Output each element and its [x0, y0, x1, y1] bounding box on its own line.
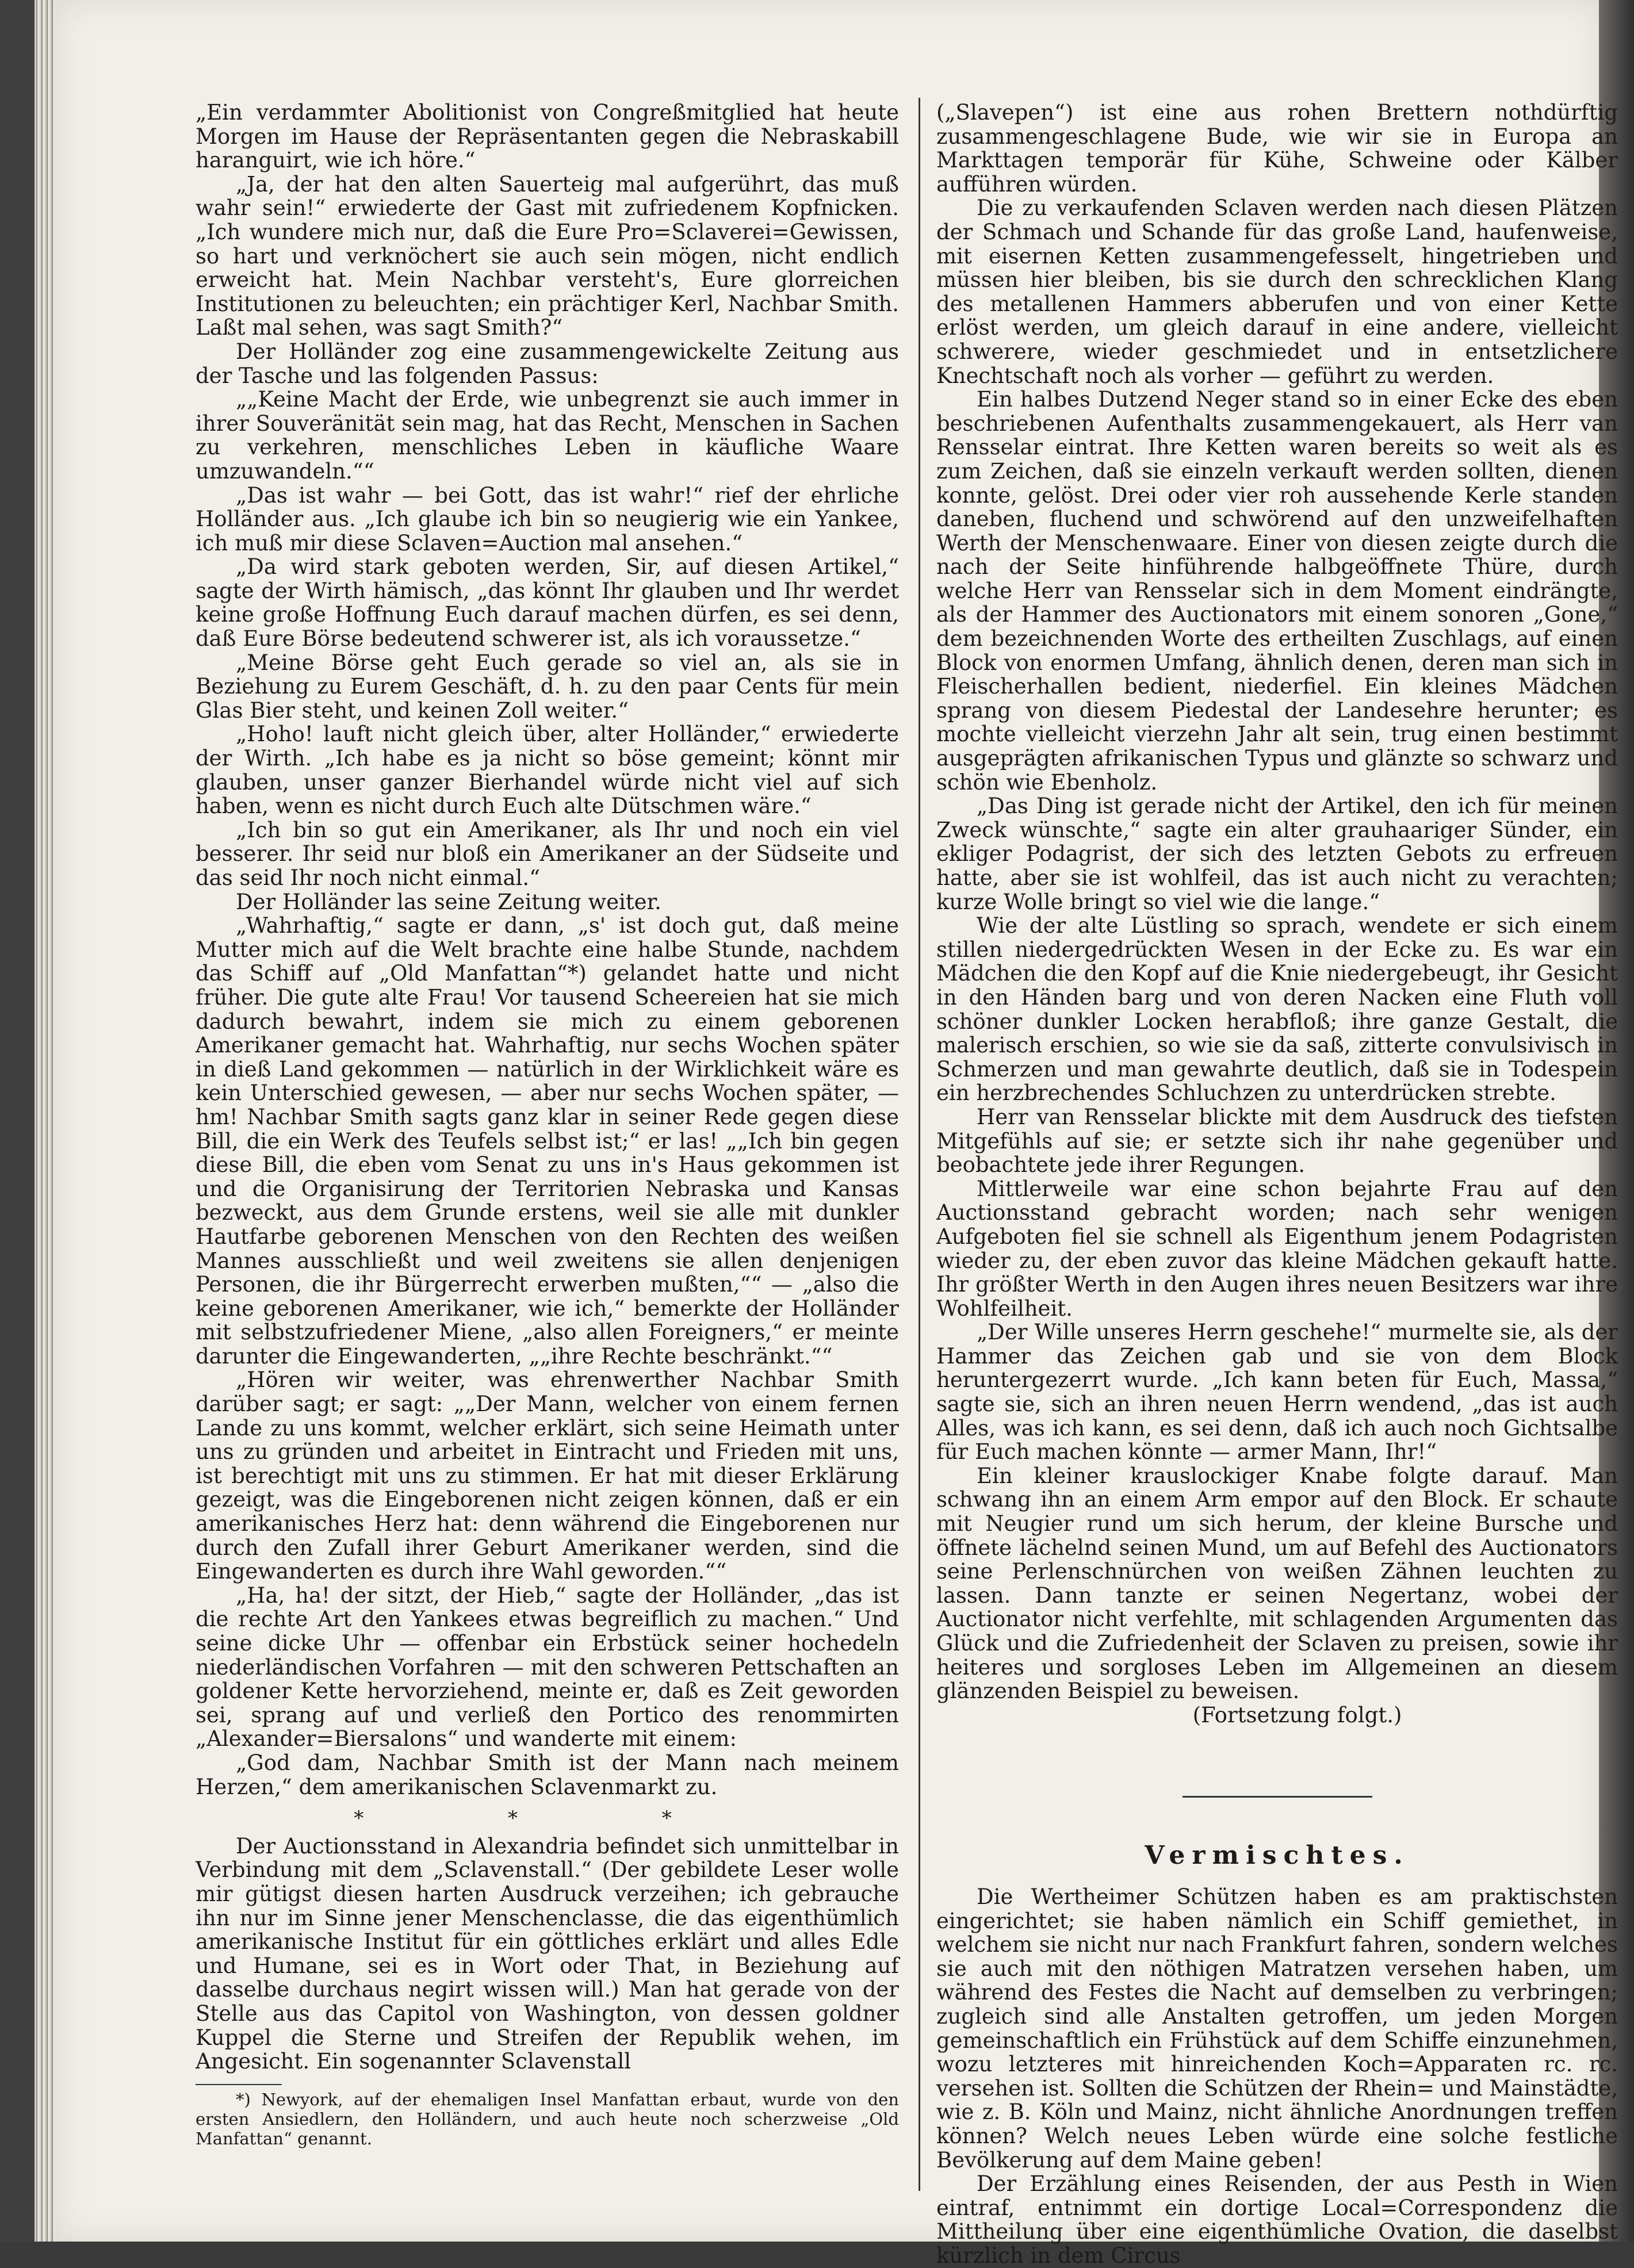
paragraph: „Das ist wahr — bei Gott, das ist wahr!“ rief der ehrliche Holländer aus. „Ich glaube ich bin so neugierig wie ein Yankee, ich muß mir diese Sclaven=Auction mal ansehen.“ [196, 482, 899, 555]
right-column [936, 101, 1618, 2267]
paragraph: Wie der alte Lüstling so sprach, wendete er sich einem stillen niedergedrückten Wesen in der Ecke zu. Es war ein Mädchen die den Kopf auf die Knie niedergebeugt, ihr Gesicht in den Händen barg und von deren Nacken eine Fluth voll schöner dunkler Locken herabfloß; ihre ganze Gestalt, die malerisch erschien, so wie sie da saß, zitterte convulsivisch in Schmerzen und man gewahrte deutlich, daß sie in Todespein ein herzbrechendes Schluchzen zu unterdrücken strebte. [936, 913, 1618, 1106]
left-column [196, 101, 899, 2148]
footnote-rule [196, 2084, 282, 2085]
paragraph: „Hoho! lauft nicht gleich über, alter Holländer,“ erwiederte der Wirth. „Ich habe es ja nicht so böse gemeint; könnt mir glauben, unser ganzer Bierhandel würde nicht viel auf sich haben, wenn es nicht durch Euch alte Dütschmen wäre.“ [196, 722, 899, 819]
paragraph: „Meine Börse geht Euch gerade so viel an, als sie in Beziehung zu Eurem Geschäft, d. h. zu den paar Cents für mein Glas Bier steht, und keinen Zoll weiter.“ [196, 650, 899, 723]
paragraph: „God dam, Nachbar Smith ist der Mann nach meinem Herzen,“ dem amerikanischen Sclavenmarkt zu. [196, 1750, 899, 1799]
paragraph: Der Holländer las seine Zeitung weiter. [236, 889, 661, 914]
paragraph: („Slavepen“) ist eine aus rohen Brettern nothdürftig zusammengeschlagene Bude, wie wir sie in Europa an Markttagen temporär für Kühe, Schweine oder Kälber aufführen würden. [936, 100, 1618, 197]
paragraph: „Das Ding ist gerade nicht der Artikel, den ich für meinen Zweck wünschte,“ sagte ein alter grauhaariger Sünder, ein ekliger Podagrist, der sich des letzten Gebots zu erfreuen hatte, aber sie ist wohlfeil, das ist auch nicht zu verachten; kurze Wolle bringt so viel wie die lange.“ [936, 794, 1618, 914]
paragraph: „Da wird stark geboten werden, Sir, auf diesen Artikel,“ sagte der Wirth hämisch, „das könnt Ihr glauben und Ihr werdet keine große Hoffnung Euch darauf machen dürfen, es sei denn, daß Eure Börse bedeutend schwerer ist, als ich voraussetze.“ [196, 554, 899, 652]
paragraph: Die zu verkaufenden Sclaven werden nach diesen Plätzen der Schmach und Schande für das große Land, haufenweise, mit eisernen Ketten zusammengefesselt, hingetrieben und müssen hier bleiben, bis sie durch den schrecklichen Klang des metallenen Hammers abberufen und von einer Kette erlöst werden, um gleich darauf in eine andere, vielleicht schwerere, wieder geschmiedet und in entsetzlichere Knechtschaft noch als vorher — geführt zu werden. [936, 196, 1618, 388]
paragraph: Die Wertheimer Schützen haben es am praktischsten eingerichtet; sie haben nämlich ein Schiff gemiethet, in welchem sie nicht nur nach Frankfurt fahren, sondern welches sie auch mit den nöthigen Matratzen versehen haben, um während des Festes die Nacht auf demselben zu verbringen; zugleich sind alle Anstalten getroffen, um jeden Morgen gemeinschaftlich ein Frühstück auf dem Schiffe einzunehmen, wozu letzteres mit hinreichenden Koch=Apparaten rc. rc. versehen ist. Sollten die Schützen der Rhein= und Mainstädte, wie z. B. Köln und Mainz, nicht ähnliche Anordnungen treffen können? Welch neues Leben würde eine solche festliche Bevölkerung auf dem Maine geben! [936, 1884, 1618, 2173]
paragraph: „Wahrhaftig,“ sagte er dann, „s' ist doch gut, daß meine Mutter mich auf die Welt brachte eine halbe Stunde, nachdem das Schiff auf „Old Manfattan“*) gelandet hatte und nicht früher. Die gute alte Frau! Vor tausend Scheereien hat sie mich dadurch bewahrt, indem sie mich zu einem geborenen Amerikaner gemacht hat. Wahrhaftig, nur sechs Wochen später in dieß Land gekommen — natürlich in der Wirklichkeit wäre es kein Unterschied gewesen, — aber nur sechs Wochen später, — hm! Nachbar Smith sagts ganz klar in seiner Rede gegen diese Bill, die ein Werk des Teufels selbst ist;“ er las! „„Ich bin gegen diese Bill, die eben vom Senat zu uns in's Haus gekommen ist und die Organisirung der Territorien Nebraska und Kansas bezweckt, aus dem Grunde erstens, weil sie alle mit dunkler Hautfarbe geborenen Menschen von den Rechten des weißen Mannes ausschließt und weil zweitens sie allen denjenigen Personen, die ihr Bürgerrecht erwerben mußten,““ — „also die keine geborenen Amerikaner, wie ich,“ bemerkte der Holländer mit selbstzufriedener Miene, „also allen Foreigners,“ er meinte darunter die Eingewanderten, „„ihre Rechte beschränkt.““ [196, 913, 899, 1369]
paragraph: „Ha, ha! der sitzt, der Hieb,“ sagte der Holländer, „das ist die rechte Art den Yankees etwas begreiflich zu machen.“ Und seine dicke Uhr — offenbar ein Erbstück seiner hochedeln niederländischen Vorfahren — mit den schweren Pettschaften an goldener Kette hervorziehend, meinte er, daß es Zeit geworden sei, sprang auf und verließ den Portico des renommirten „Alexander=Biersalons“ und wanderte mit einem: [196, 1583, 899, 1752]
footnote: *) Newyork, auf der ehemaligen Insel Manfattan erbaut, wurde von den ersten Ansiedlern, den Holländern, und auch heute noch scherzweise „Old Manfattan“ genannt. [196, 2089, 899, 2148]
paragraph: „„Keine Macht der Erde, wie unbegrenzt sie auch immer in ihrer Souveränität sein mag, hat das Recht, Menschen in Sachen zu verkehren, menschliches Leben in käufliche Waare umzuwandeln.““ [196, 387, 899, 484]
paragraph: „Ein verdammter Abolitionist von Congreßmitglied hat heute Morgen im Hause der Repräsentanten gegen die Nebraskabill haranguirt, wie ich höre.“ [196, 100, 899, 173]
paragraph: „Ja, der hat den alten Sauerteig mal aufgerührt, das muß wahr sein!“ erwiederte der Gast mit zufriedenem Kopfnicken. „Ich wundere mich nur, daß die Eure Pro=Sclaverei=Gewissen, so hart und verknöchert sie auch sein mögen, nicht endlich erweicht hat. Mein Nachbar versteht's, Eure glorreichen Institutionen zu beleuchten; ein prächtiger Kerl, Nachbar Smith. Laßt mal sehen, was sagt Smith?“ [196, 171, 899, 340]
page-edges [35, 0, 58, 2242]
paragraph: „Ich bin so gut ein Amerikaner, als Ihr und noch ein viel besserer. Ihr seid nur bloß ein Amerikaner an der Südseite und das seid Ihr noch nicht einmal.“ [196, 817, 899, 890]
section-rule [1183, 1796, 1372, 1798]
paragraph: Der Holländer zog eine zusammengewickelte Zeitung aus der Tasche und las folgenden Passus: [196, 339, 899, 388]
paragraph: Ein halbes Dutzend Neger stand so in einer Ecke des eben beschriebenen Aufenthalts zusammengekauert, als Herr van Rensselar eintrat. Ihre Ketten waren bereits so weit als es zum Zeichen, daß sie einzeln verkauft werden sollten, dienen konnte, gelöst. Drei oder vier roh aussehende Kerle standen daneben, fluchend und schwörend auf den unzweifelhaften Werth der Menschenwaare. Einer von diesen zeigte durch die nach der Seite hinführende halbgeöffnete Thüre, durch welche Herr van Rensselar sich in dem Moment eindrängte, als der Hammer des Auctionators mit einem sonoren „Gone,“ dem bezeichnenden Worte des ertheilten Zuschlags, auf einen Block von enormen Umfang, ähnlich denen, deren man sich in Fleischerhallen bedient, niederfiel. Ein kleines Mädchen sprang von diesem Piedestal der Landesehre herunter; es mochte vielleicht vierzehn Jahr alt sein, trug einen bestimmt ausgeprägten afrikanischen Typus und glänzte so schwarz und schön wie Ebenholz. [936, 387, 1618, 795]
paragraph: Der Erzählung eines Reisenden, der aus Pesth in Wien eintraf, entnimmt ein dortige Local=Correspondenz die Mittheilung über eine eigenthümliche Ovation, die daselbst kürzlich in dem Circus [936, 2171, 1618, 2268]
paragraph: Der Auctionsstand in Alexandria befindet sich unmittelbar in Verbindung mit dem „Sclavenstall.“ (Der gebildete Leser wolle mir gütigst diesen harten Ausdruck verzeihen; ich gebrauche ihn nur im Sinne jener Menschenclasse, die das eigenthümlich amerikanische Institut für ein göttliches erklärt und alles Edle und Humane, sei es in Wort oder That, in Beziehung auf dasselbe durchaus negirt wissen will.) Man hat gerade von der Stelle aus das Capitol von Washington, von dessen goldner Kuppel die Sterne und Streifen der Republik wehen, im Angesicht. Ein sogenannter Sclavenstall [196, 1833, 899, 2074]
section-title: Vermischtes. [1145, 1841, 1410, 1871]
paragraph: Ein kleiner krauslockiger Knabe folgte darauf. Man schwang ihn an einem Arm empor auf den Block. Er schaute mit Neugier rund um sich herum, der kleine Bursche und öffnete lächelnd seinen Mund, um auf Befehl des Auctionators seine Perlenschnürchen von weißen Zähnen leuchten zu lassen. Dann tanzte er seinen Negertanz, wobei der Auctionator nicht verfehlte, mit schlagenden Argumenten das Glück und die Zufriedenheit der Sclaven zu preisen, sowie ihr heiteres und sorgloses Leben im Allgemeinen an diesem glänzenden Beispiel zu beweisen. [936, 1463, 1618, 1704]
paragraph: „Der Wille unseres Herrn geschehe!“ murmelte sie, als der Hammer das Zeichen gab und sie von dem Block heruntergezerrt wurde. „Ich kann beten für Euch, Massa,“ sagte sie, sich an ihren neuen Herrn wendend, „das ist auch Alles, was ich kann, es sei denn, daß ich auch noch Gichtsalbe für Euch machen könnte — armer Mann, Ihr!“ [936, 1320, 1618, 1465]
section-separator: * * * [354, 1807, 741, 1830]
paragraph: Herr van Rensselar blickte mit dem Ausdruck des tiefsten Mitgefühls auf sie; er setzte sich ihr nahe gegenüber und beobachtete jede ihrer Regungen. [936, 1104, 1618, 1178]
continuation-note: (Fortsetzung folgt.) [1192, 1702, 1402, 1727]
paragraph: „Hören wir weiter, was ehrenwerther Nachbar Smith darüber sagt; er sagt: „„Der Mann, welcher von einem fernen Lande zu uns kommt, welcher erklärt, sich seine Heimath unter uns zu gründen und arbeitet in Eintracht und Frieden mit uns, ist berechtigt mit uns zu stimmen. Er hat mit dieser Erklärung gezeigt, was die Eingeborenen nicht zeigen können, daß er ein amerikanisches Herz hat: denn während die Eingeborenen nur durch den Zufall ihrer Geburt Amerikaner werden, sind die Eingewanderten es durch ihre Wahl geworden.““ [196, 1367, 899, 1584]
column-divider [919, 98, 920, 2191]
paragraph: Mittlerweile war eine schon bejahrte Frau auf den Auctionsstand gebracht worden; nach sehr wenigen Aufgeboten fiel sie schnell als Eigenthum jenem Podagristen wieder zu, der eben zuvor das kleine Mädchen gekauft hatte. Ihr größter Werth in den Augen ihres neuen Besitzers war ihre Wohlfeilheit. [936, 1176, 1618, 1321]
